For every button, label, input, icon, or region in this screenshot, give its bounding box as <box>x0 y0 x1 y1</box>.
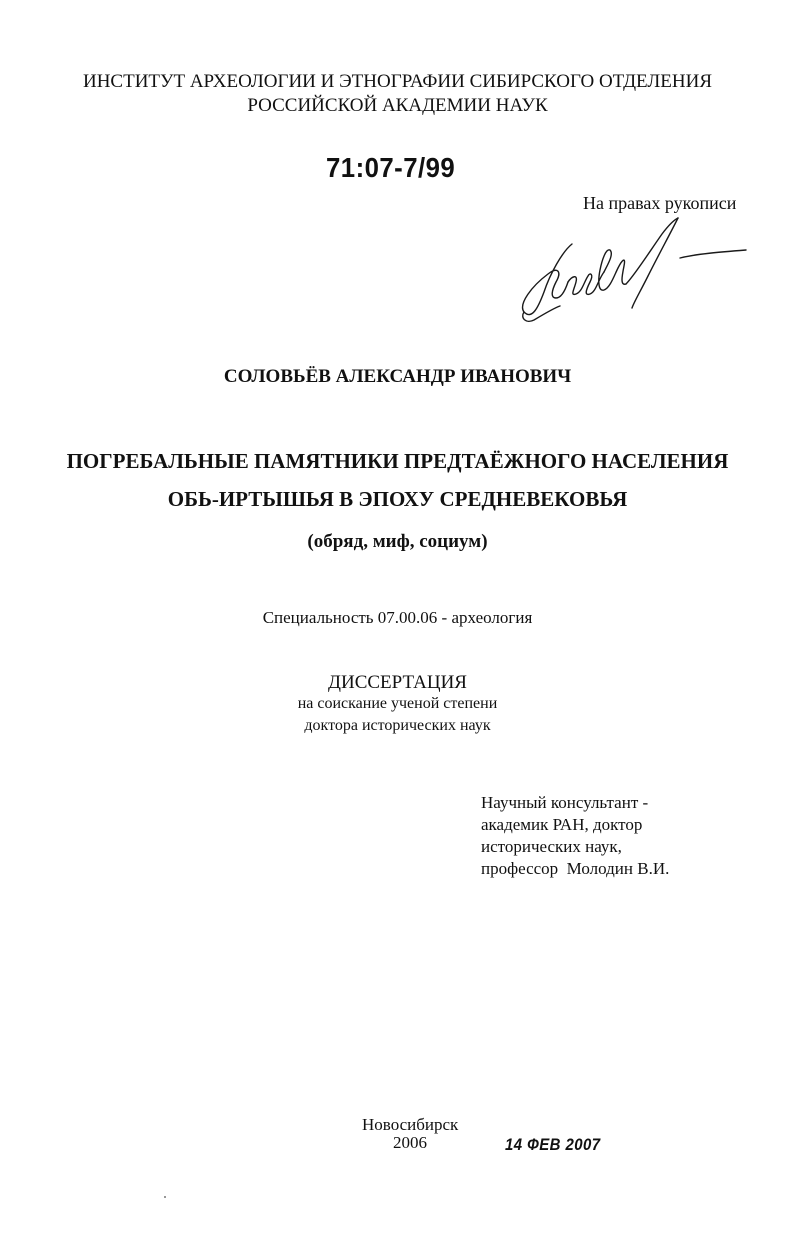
manuscript-note: На правах рукописи <box>583 193 737 213</box>
consultant-line-1: Научный консультант - <box>481 793 649 812</box>
specialty: Специальность 07.00.06 - археология <box>262 608 533 627</box>
title-line-1: ПОГРЕБАЛЬНЫЕ ПАМЯТНИКИ ПРЕДТАЁЖНОГО НАСЕЛЕНИЯ <box>66 449 729 473</box>
signature-image <box>510 212 760 327</box>
consultant-line-3: исторических наук, <box>481 837 622 856</box>
title-line-2: ОБЬ-ИРТЫШЬЯ В ЭПОХУ СРЕДНЕВЕКОВЬЯ <box>167 487 628 511</box>
author-name: СОЛОВЬЁВ АЛЕКСАНДР ИВАНОВИЧ <box>223 366 572 387</box>
consultant-line-4: профессор Молодин В.И. <box>481 859 670 878</box>
catalog-code: 71:07-7/99 <box>326 152 456 183</box>
city: Новосибирск <box>362 1115 459 1134</box>
date-stamp: 14 ФЕВ 2007 <box>505 1135 601 1154</box>
year: 2006 <box>393 1133 427 1152</box>
consultant-line-2: академик РАН, доктор <box>481 815 643 834</box>
dissertation-degree-line-2: доктора исторических наук <box>304 717 491 734</box>
institute-line-2: РОССИЙСКОЙ АКАДЕМИИ НАУК <box>247 95 548 116</box>
title-subtitle: (обряд, миф, социум) <box>307 531 488 552</box>
scan-speck <box>164 1196 166 1198</box>
dissertation-degree-line-1: на соискание ученой степени <box>297 695 498 712</box>
institute-header <box>0 70 795 118</box>
institute-line-1: ИНСТИТУТ АРХЕОЛОГИИ И ЭТНОГРАФИИ СИБИРСКОГО ОТДЕЛЕНИЯ <box>82 71 713 92</box>
dissertation-heading: ДИССЕРТАЦИЯ <box>328 672 467 693</box>
scientific-consultant <box>481 792 669 880</box>
